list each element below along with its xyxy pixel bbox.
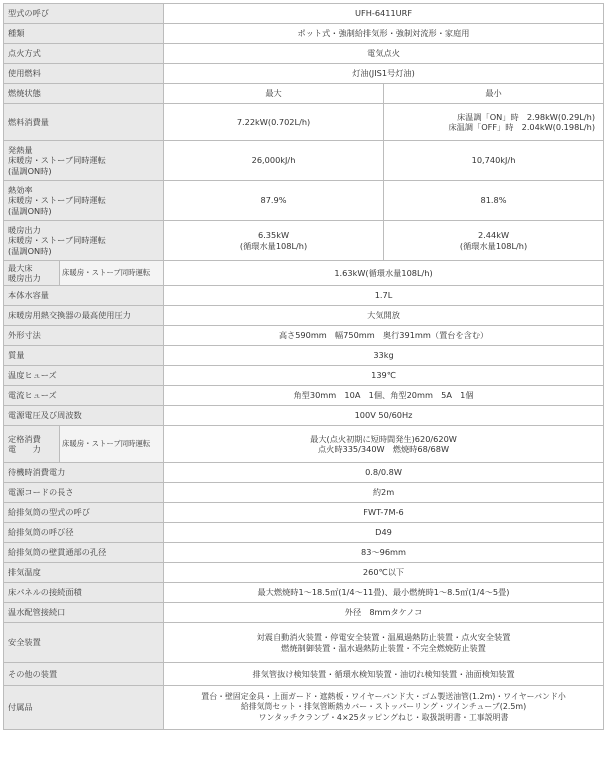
row-label-line: 暖房出力 <box>8 224 41 235</box>
row-value-line: 燃焼制御装置・温水過熱防止装置・不完全燃焼防止装置 <box>281 642 486 653</box>
row-value: UFH-6411URF <box>164 4 604 24</box>
max-header: 最大 <box>164 84 384 104</box>
table-row <box>4 406 604 426</box>
max-value: 7.22kW(0.702L/h) <box>164 104 384 141</box>
row-value <box>164 623 604 663</box>
row-label: 使用燃料 <box>4 64 164 84</box>
row-label: 給排気筒の呼び径 <box>4 523 164 543</box>
row-value: 排気管抜け検知装置・循環水検知装置・油切れ検知装置・油面検知装置 <box>164 663 604 686</box>
row-label: 本体水容量 <box>4 286 164 306</box>
row-label: 床パネルの接続面積 <box>4 583 164 603</box>
table-row <box>4 181 604 221</box>
row-label: 安全装置 <box>4 623 164 663</box>
min-value-line: 床温調「ON」時 2.98kW(0.29L/h) <box>456 111 596 122</box>
max-value-line: (循環水量108L/h) <box>239 240 308 251</box>
row-value: 0.8/0.8W <box>164 463 604 483</box>
table-row <box>4 286 604 306</box>
row-value: 139℃ <box>164 366 604 386</box>
row-value-line: 対震自動消火装置・停電安全装置・温風過熱防止装置・点火安全装置 <box>256 632 511 642</box>
table-row <box>4 603 604 623</box>
table-row <box>4 483 604 503</box>
row-label: 点火方式 <box>4 44 164 64</box>
row-label-line: (温調ON時) <box>8 245 52 256</box>
row-label-line: 床暖房・ストーブ同時運転 <box>8 195 106 206</box>
table-row <box>4 543 604 563</box>
row-label: 給排気筒の壁貫通部の孔径 <box>4 543 164 563</box>
row-label <box>4 141 164 181</box>
min-value-line: 床温調「OFF」時 2.04kW(0.198L/h) <box>448 122 596 132</box>
row-value: FWT-7M-6 <box>164 503 604 523</box>
table-row <box>4 386 604 406</box>
table-row <box>4 326 604 346</box>
row-value-line: 給排気筒セット・排気管断熱カバー・ストッパーリング・ツインチューブ(2.5m) <box>240 702 527 712</box>
row-label <box>4 261 60 286</box>
row-label-line: 暖房出力 <box>8 273 41 283</box>
table-row <box>4 24 604 44</box>
row-value: 高さ590mm 幅750mm 奥行391mm（置台を含む） <box>164 326 604 346</box>
row-label: 電源電圧及び周波数 <box>4 406 164 426</box>
table-row <box>4 306 604 326</box>
max-value-line: 6.35kW <box>257 230 290 240</box>
max-value: 26,000kJ/h <box>164 141 384 181</box>
row-label: 種類 <box>4 24 164 44</box>
row-value-line: 置台・壁固定金具・上面ガード・遮熱板・ワイヤーバンド大・ゴム製送油管(1.2m)・ワイヤーバンド小 <box>201 691 566 701</box>
row-label: 燃料消費量 <box>4 104 164 141</box>
table-row <box>4 623 604 663</box>
row-label: 給排気筒の型式の呼び <box>4 503 164 523</box>
row-value: ポット式・強制給排気形・強制対流形・家庭用 <box>164 24 604 44</box>
table-row <box>4 346 604 366</box>
min-value: 10,740kJ/h <box>384 141 604 181</box>
row-value: 260℃以下 <box>164 563 604 583</box>
row-label <box>4 181 164 221</box>
row-value: 最大燃焼時1～18.5㎡(1/4～11畳)、最小燃焼時1～8.5㎡(1/4～5畳) <box>164 583 604 603</box>
table-row <box>4 523 604 543</box>
row-value: 外径 8mmタケノコ <box>164 603 604 623</box>
table-row <box>4 104 604 141</box>
row-label: 床暖房用熱交換器の最高使用圧力 <box>4 306 164 326</box>
row-value: 33kg <box>164 346 604 366</box>
row-label-line: (温調ON時) <box>8 165 52 176</box>
row-value: 大気開放 <box>164 306 604 326</box>
row-label: 質量 <box>4 346 164 366</box>
row-label: 型式の呼び <box>4 4 164 24</box>
row-label <box>4 426 60 463</box>
row-value-line: 最大(点火初期に短時間発生)620/620W <box>310 433 457 444</box>
min-value-line: (循環水量108L/h) <box>459 240 528 251</box>
min-header: 最小 <box>384 84 604 104</box>
row-label-line: 床暖房・ストーブ同時運転 <box>8 155 106 166</box>
row-value: 角型30mm 10A 1個、角型20mm 5A 1個 <box>164 386 604 406</box>
row-label: 電源コードの長さ <box>4 483 164 503</box>
row-value: 灯油(JIS1号灯油) <box>164 64 604 84</box>
row-value: 約2m <box>164 483 604 503</box>
table-row <box>4 44 604 64</box>
table-row <box>4 4 604 24</box>
table-row <box>4 141 604 181</box>
row-label: その他の装置 <box>4 663 164 686</box>
row-value-line: ワンタッチクランプ・4×25タッピングねじ・取扱説明書・工事説明書 <box>258 712 509 722</box>
min-value: 81.8% <box>384 181 604 221</box>
table-row <box>4 503 604 523</box>
row-value: 83～96mm <box>164 543 604 563</box>
row-label: 温度ヒューズ <box>4 366 164 386</box>
row-value-line: 点火時335/340W 燃焼時68/68W <box>317 444 450 454</box>
row-label-line: 熱効率 <box>8 184 33 195</box>
row-label: 排気温度 <box>4 563 164 583</box>
row-value: 1.7L <box>164 286 604 306</box>
table-row <box>4 463 604 483</box>
row-label: 待機時消費電力 <box>4 463 164 483</box>
table-row <box>4 563 604 583</box>
max-value: 87.9% <box>164 181 384 221</box>
table-row <box>4 686 604 730</box>
row-sublabel: 床暖房・ストーブ同時運転 <box>60 426 164 463</box>
spec-sheet <box>3 3 603 730</box>
row-value: D49 <box>164 523 604 543</box>
row-label: 温水配管接続口 <box>4 603 164 623</box>
row-label-line: (温調ON時) <box>8 205 52 216</box>
table-row <box>4 84 604 104</box>
row-value: 電気点火 <box>164 44 604 64</box>
row-label-line: 定格消費 <box>8 433 41 444</box>
row-value: 1.63kW(循環水量108L/h) <box>164 261 604 286</box>
row-value <box>164 686 604 730</box>
row-sublabel: 床暖房・ストーブ同時運転 <box>60 261 164 286</box>
table-row <box>4 663 604 686</box>
table-row <box>4 261 604 286</box>
row-label: 電流ヒューズ <box>4 386 164 406</box>
row-label: 外形寸法 <box>4 326 164 346</box>
min-value <box>384 104 604 141</box>
table-row <box>4 221 604 261</box>
row-label-line: 最大床 <box>8 262 33 273</box>
row-label <box>4 221 164 261</box>
min-value <box>384 221 604 261</box>
min-value-line: 2.44kW <box>477 230 510 240</box>
table-row <box>4 366 604 386</box>
row-label: 燃焼状態 <box>4 84 164 104</box>
row-label-line: 発熱量 <box>8 144 33 155</box>
max-value <box>164 221 384 261</box>
row-value <box>164 426 604 463</box>
spec-table <box>3 3 604 730</box>
row-value: 100V 50/60Hz <box>164 406 604 426</box>
table-row <box>4 583 604 603</box>
row-label: 付属品 <box>4 686 164 730</box>
row-label-line: 電 力 <box>8 444 41 454</box>
row-label-line: 床暖房・ストーブ同時運転 <box>8 235 106 246</box>
table-row <box>4 426 604 463</box>
table-row <box>4 64 604 84</box>
